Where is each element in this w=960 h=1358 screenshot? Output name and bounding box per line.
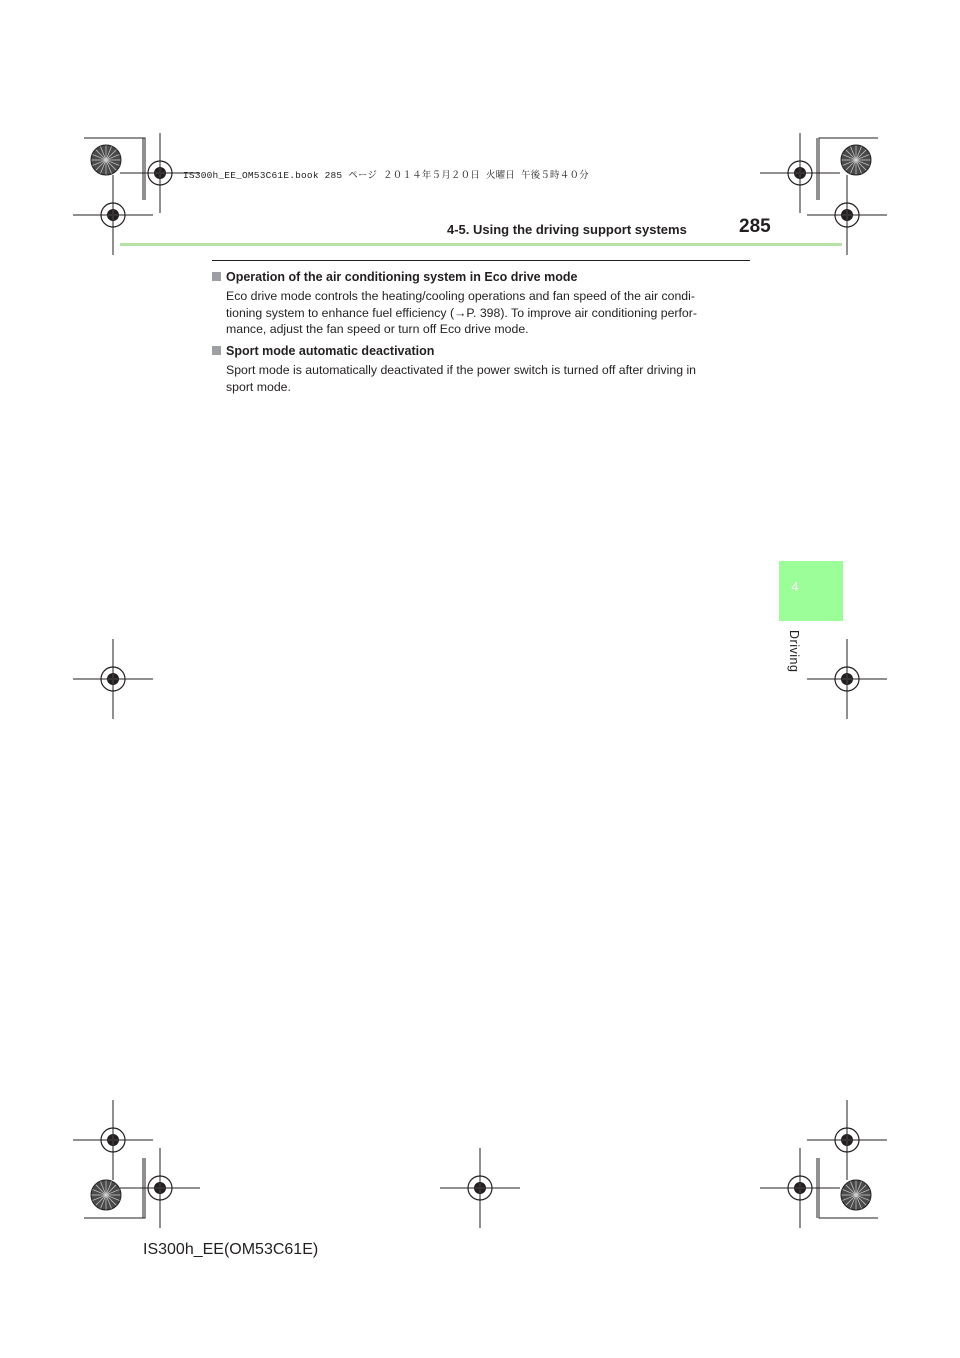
starburst-mark-bottom-right xyxy=(841,1180,871,1210)
body-line: Eco drive mode controls the heating/cooling operations and fan speed of the air condi- xyxy=(226,289,695,303)
content-top-rule xyxy=(212,260,750,261)
chapter-number: 4 xyxy=(791,579,799,594)
chapter-title: Driving xyxy=(787,630,801,673)
body-line: tioning system to enhance fuel efficiency (→P. 398). To improve air conditioning perfor- xyxy=(226,305,697,320)
body-line: mance, adjust the fan speed or turn off Eco drive mode. xyxy=(226,322,529,336)
section-body xyxy=(226,288,752,338)
header-rule xyxy=(120,243,842,246)
square-bullet-icon xyxy=(212,272,221,281)
header-section-title: 4-5. Using the driving support systems xyxy=(447,222,687,237)
page-number: 285 xyxy=(739,216,771,237)
body-line: sport mode. xyxy=(226,379,291,394)
print-info-line: IS300h_EE_OM53C61E.book 285 ページ ２０１４年５月２０日 火曜日 午後５時４０分 xyxy=(183,170,589,181)
section-heading: Sport mode automatic deactivation xyxy=(212,344,752,358)
section-body xyxy=(226,362,752,395)
footer-model-id: IS300h_EE(OM53C61E) xyxy=(143,1241,319,1258)
starburst-mark-bottom-left xyxy=(91,1180,121,1210)
section-eco-drive-ac xyxy=(212,270,752,338)
square-bullet-icon xyxy=(212,346,221,355)
starburst-mark-top-right xyxy=(841,145,871,175)
starburst-mark-top-left xyxy=(91,145,121,175)
section-sport-mode-deactivation xyxy=(212,344,752,395)
section-heading: Operation of the air conditioning system in Eco drive mode xyxy=(212,270,752,284)
body-line: Sport mode is automatically deactivated if the power switch is turned off after driving in xyxy=(226,363,697,377)
